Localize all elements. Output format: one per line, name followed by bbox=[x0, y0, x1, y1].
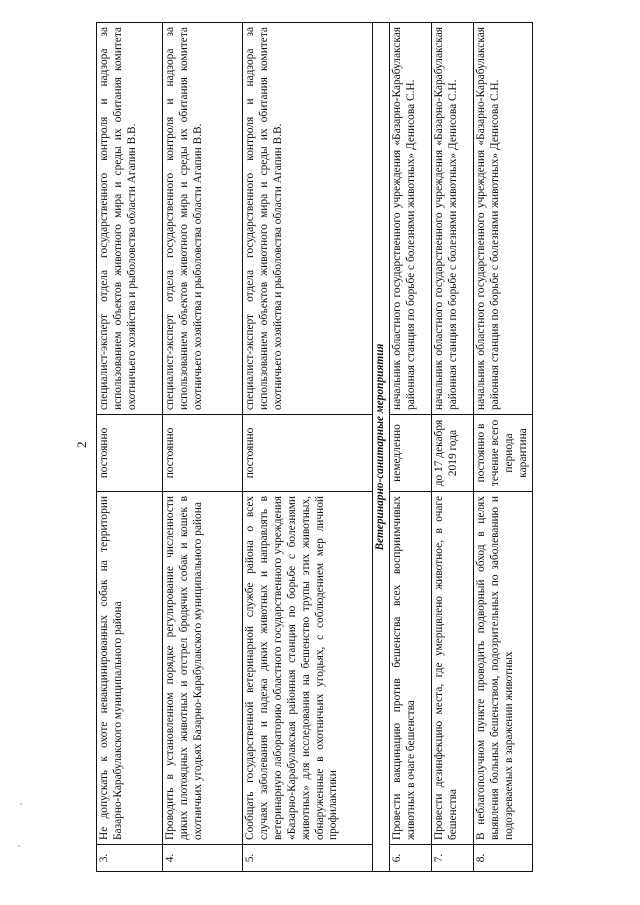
deadline: постоянно bbox=[243, 415, 373, 492]
row-number: 5. bbox=[243, 845, 373, 872]
table-row bbox=[163, 23, 243, 872]
responsible-person: начальник областного государственного учреждения «Базарно-Карабулакская районная станция по борьбе с болезнями животных» Денисова С.Н. bbox=[389, 23, 431, 415]
measures-table bbox=[96, 22, 533, 872]
measure-text: Сообщать государственной ветеринарной службе района о всех случаях заболевания и падежа диких животных и направлять в ветеринарную лабораторию областного государственного учреждения «Базарно-Карабулакская районная станция по борьбе с болезнями животных» для исследования на бешенство трупы этих животных, обнаруженные в охотничьих угодьях, с соблюдением мер личной профилактики bbox=[243, 492, 373, 845]
measure-text: Не допускать к охоте невакцинированных собак на территории Базарно-Карабулакского муниципального района bbox=[97, 492, 163, 845]
scan-speck bbox=[20, 803, 22, 805]
section-header-row bbox=[373, 23, 390, 872]
row-number: 6. bbox=[389, 845, 431, 872]
deadline: немедленно bbox=[389, 415, 431, 492]
responsible-person: начальник областного государственного учреждения «Базарно-Карабулакская районная станция по борьбе с болезнями животных» Денисова С.Н. bbox=[431, 23, 473, 415]
table-row bbox=[243, 23, 373, 872]
deadline: постоянно в течение всего периода карантина bbox=[473, 415, 532, 492]
table-row bbox=[97, 23, 163, 872]
scan-speck bbox=[18, 845, 20, 847]
responsible-person: специалист-эксперт отдела государственного контроля и надзора за использованием объектов животного мира и среды их обитания комитета охотничьего хозяйства и рыболовства области Агапин В.В. bbox=[97, 23, 163, 415]
rotated-page bbox=[96, 22, 616, 872]
deadline: до 17 декабря 2019 года bbox=[431, 415, 473, 492]
responsible-person: начальник областного государственного учреждения «Базарно-Карабулакская районная станция по борьбе с болезнями животных» Денисова С.Н. bbox=[473, 23, 532, 415]
responsible-person: специалист-эксперт отдела государственного контроля и надзора за использованием объектов животного мира и среды их обитания комитета охотничьего хозяйства и рыболовства области Агапин В.В. bbox=[163, 23, 243, 415]
section-title: Ветеринарно-санитарные мероприятия bbox=[373, 23, 390, 872]
responsible-person: специалист-эксперт отдела государственного контроля и надзора за использованием объектов животного мира и среды их обитания комитета охотничьего хозяйства и рыболовства области Агапин В.В. bbox=[243, 23, 373, 415]
row-number: 3. bbox=[97, 845, 163, 872]
measure-text: Провести дезинфекцию места, где умерщвлено животное, в очаге бешенства bbox=[431, 492, 473, 845]
page-number: 2 bbox=[74, 441, 89, 448]
row-number: 8. bbox=[473, 845, 532, 872]
deadline: постоянно bbox=[163, 415, 243, 492]
measure-text: В неблагополучном пункте проводить подворный обход в целях выявления больных бешенством, подозрительных по заболеванию и подозреваемых в заражении животных bbox=[473, 492, 532, 845]
row-number: 4. bbox=[163, 845, 243, 872]
table-row bbox=[431, 23, 473, 872]
measure-text: Проводить в установленном порядке регулирование численности диких плотоядных животных и отстрел бродячих собак и кошек в охотничьих угодьях Базарно-Карабулакского муниципального района bbox=[163, 492, 243, 845]
measure-text: Провести вакцинацию против бешенства всех восприимчивых животных в очаге бешенства bbox=[389, 492, 431, 845]
table-row bbox=[473, 23, 532, 872]
row-number: 7. bbox=[431, 845, 473, 872]
deadline: постоянно bbox=[97, 415, 163, 492]
table-row bbox=[389, 23, 431, 872]
